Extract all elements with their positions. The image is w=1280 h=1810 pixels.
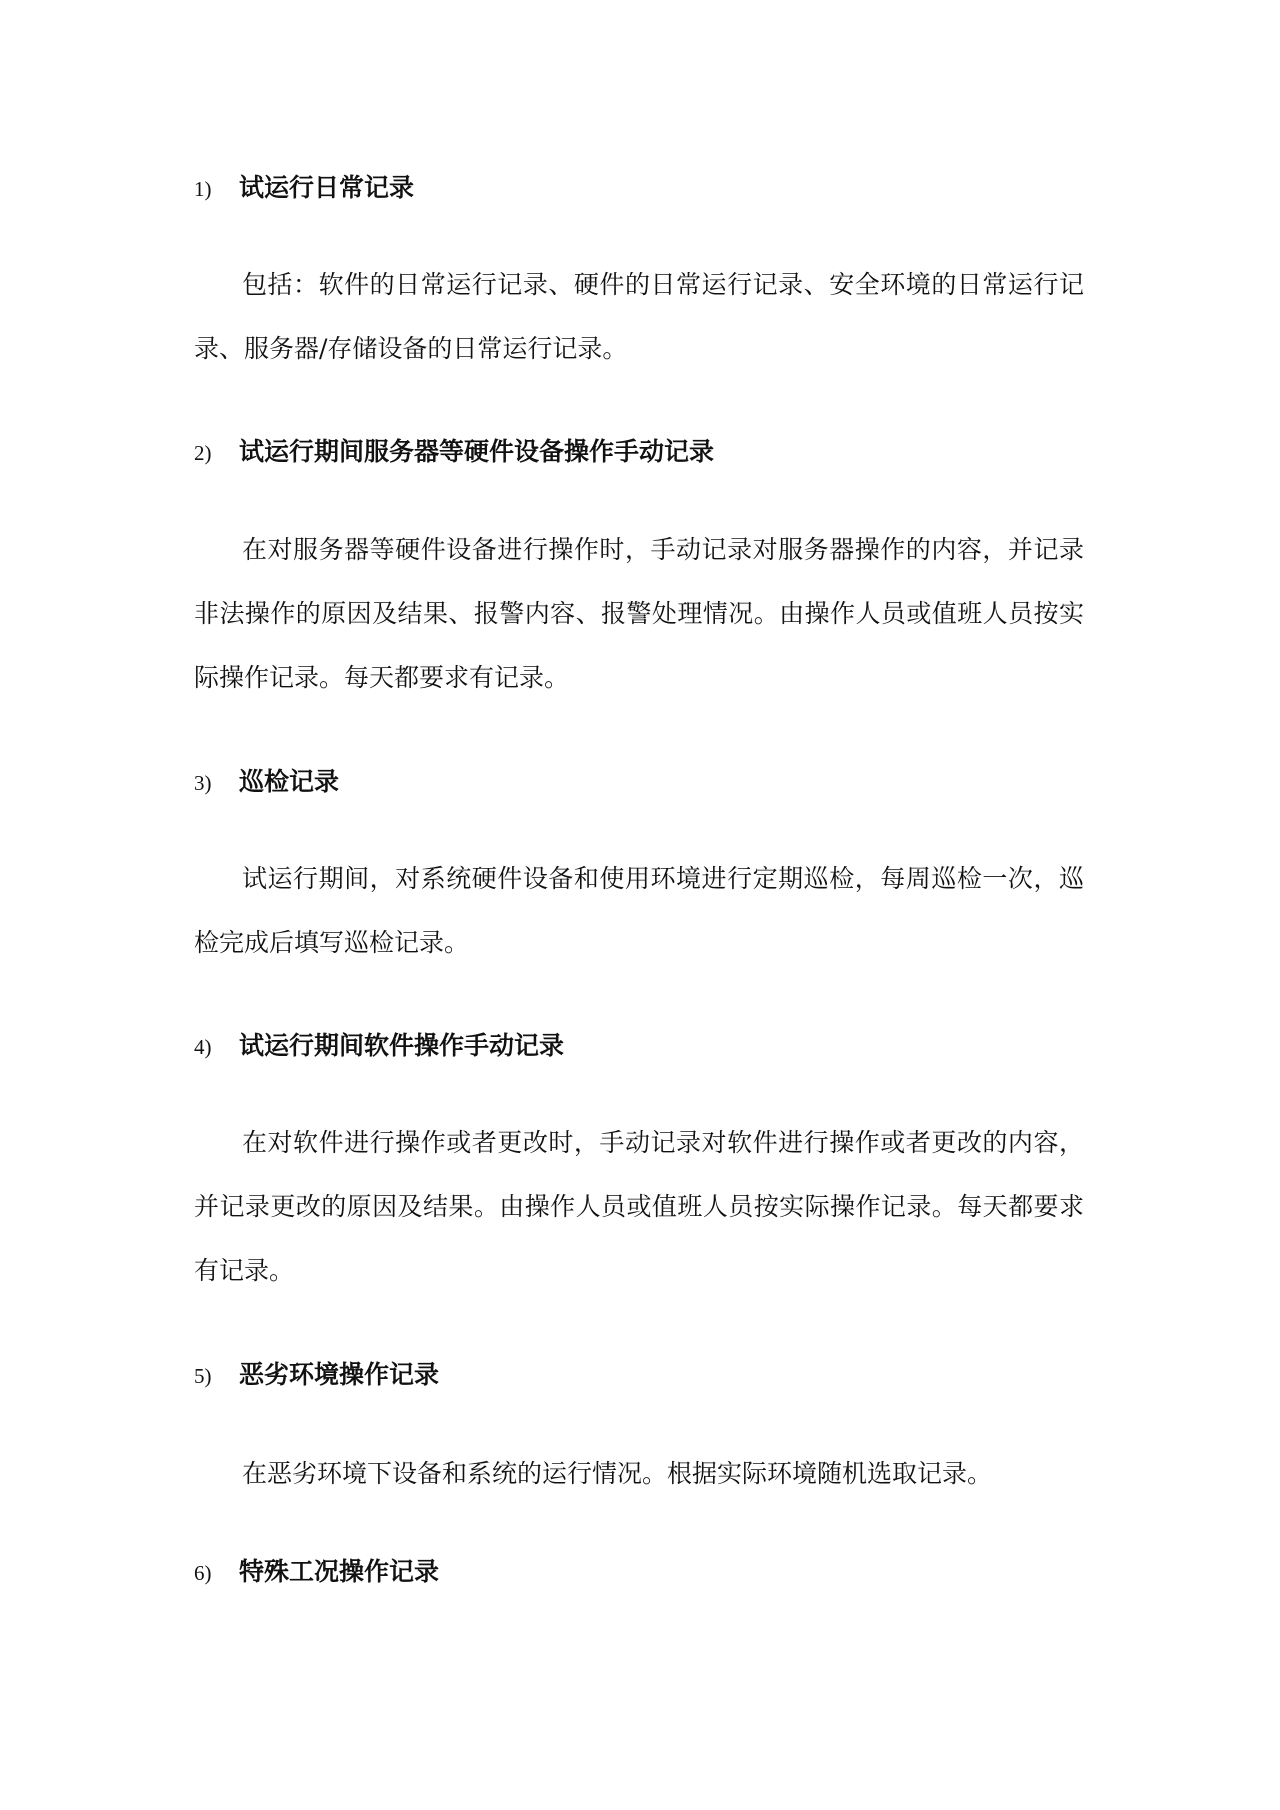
section-number: 6) — [194, 1561, 212, 1585]
section-heading-4 — [194, 1030, 564, 1063]
section-title: 巡检记录 — [239, 767, 340, 796]
section-title: 试运行期间软件操作手动记录 — [239, 1031, 565, 1060]
section-number: 4) — [194, 1035, 212, 1059]
section-paragraph-4: 在对软件进行操作或者更改时，手动记录对软件进行操作或者更改的内容，并记录更改的原因及结果。由操作人员或值班人员按实际操作记录。每天都要求有记录。 — [194, 1128, 1084, 1285]
section-title: 特殊工况操作记录 — [239, 1557, 440, 1586]
section-heading-6 — [194, 1556, 439, 1589]
section-number: 1) — [194, 177, 212, 201]
section-heading-2 — [194, 436, 714, 469]
section-number: 5) — [194, 1364, 212, 1388]
section-heading-3 — [194, 766, 339, 799]
section-paragraph-5: 在恶劣环境下设备和系统的运行情况。根据实际环境随机选取记录。 — [242, 1459, 993, 1488]
section-heading-5 — [194, 1359, 439, 1392]
section-paragraph-1: 包括：软件的日常运行记录、硬件的日常运行记录、安全环境的日常运行记录、服务器/存储设备的日常运行记录。 — [194, 270, 1084, 363]
section-heading-1 — [194, 172, 414, 205]
section-paragraph-3: 试运行期间，对系统硬件设备和使用环境进行定期巡检，每周巡检一次，巡检完成后填写巡检记录。 — [194, 864, 1084, 957]
section-number: 3) — [194, 771, 212, 795]
section-title: 试运行期间服务器等硬件设备操作手动记录 — [239, 437, 715, 466]
section-paragraph-2: 在对服务器等硬件设备进行操作时，手动记录对服务器操作的内容，并记录非法操作的原因及结果、报警内容、报警处理情况。由操作人员或值班人员按实际操作记录。每天都要求有记录。 — [194, 535, 1084, 692]
section-title: 恶劣环境操作记录 — [239, 1360, 440, 1389]
section-number: 2) — [194, 441, 212, 465]
section-title: 试运行日常记录 — [239, 173, 415, 202]
